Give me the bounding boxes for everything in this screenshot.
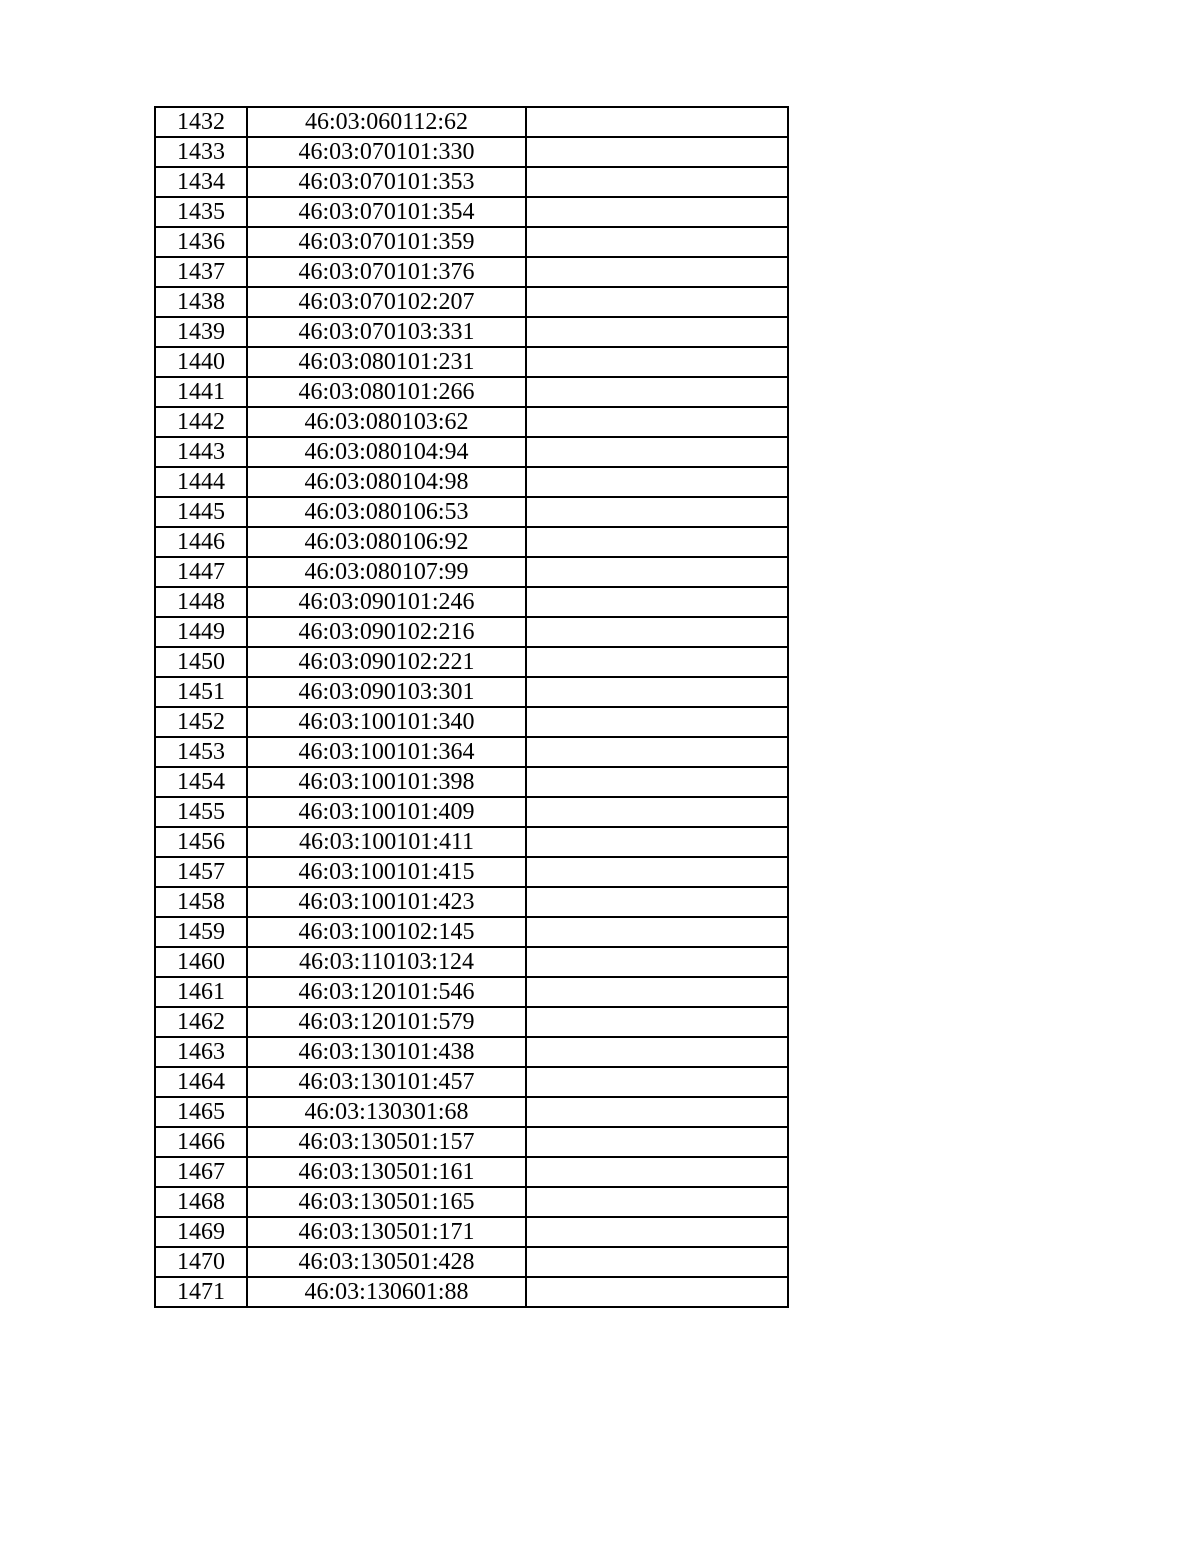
table-row [155, 167, 788, 197]
table-row [155, 347, 788, 377]
cadastral-number-cell: 46:03:120101:546 [247, 977, 526, 1007]
row-number-cell: 1434 [155, 167, 247, 197]
cadastral-number-cell: 46:03:130501:171 [247, 1217, 526, 1247]
table-row [155, 1097, 788, 1127]
table-row [155, 617, 788, 647]
cadastral-number-cell: 46:03:130501:428 [247, 1247, 526, 1277]
table-row [155, 1217, 788, 1247]
table-row [155, 527, 788, 557]
cadastral-number-cell: 46:03:080107:99 [247, 557, 526, 587]
note-cell [526, 1247, 788, 1277]
note-cell [526, 617, 788, 647]
note-cell [526, 797, 788, 827]
cadastral-number-cell: 46:03:070101:354 [247, 197, 526, 227]
note-cell [526, 227, 788, 257]
cadastral-number-cell: 46:03:110103:124 [247, 947, 526, 977]
table-row [155, 287, 788, 317]
row-number-cell: 1439 [155, 317, 247, 347]
table-row [155, 677, 788, 707]
cadastral-number-cell: 46:03:100101:423 [247, 887, 526, 917]
row-number-cell: 1460 [155, 947, 247, 977]
cadastral-number-cell: 46:03:070101:376 [247, 257, 526, 287]
cadastral-number-cell: 46:03:130101:457 [247, 1067, 526, 1097]
cadastral-number-cell: 46:03:080106:92 [247, 527, 526, 557]
note-cell [526, 287, 788, 317]
cadastral-number-cell: 46:03:130501:157 [247, 1127, 526, 1157]
table-row [155, 1037, 788, 1067]
note-cell [526, 1217, 788, 1247]
row-number-cell: 1453 [155, 737, 247, 767]
table-row [155, 107, 788, 137]
table-row [155, 647, 788, 677]
row-number-cell: 1463 [155, 1037, 247, 1067]
cadastral-number-cell: 46:03:070101:359 [247, 227, 526, 257]
row-number-cell: 1465 [155, 1097, 247, 1127]
cadastral-number-cell: 46:03:100101:411 [247, 827, 526, 857]
cadastral-number-cell: 46:03:100101:340 [247, 707, 526, 737]
row-number-cell: 1449 [155, 617, 247, 647]
row-number-cell: 1452 [155, 707, 247, 737]
table-row [155, 1247, 788, 1277]
table-row [155, 317, 788, 347]
note-cell [526, 107, 788, 137]
note-cell [526, 737, 788, 767]
cadastral-number-cell: 46:03:070102:207 [247, 287, 526, 317]
note-cell [526, 407, 788, 437]
table-row [155, 497, 788, 527]
row-number-cell: 1451 [155, 677, 247, 707]
table-row [155, 947, 788, 977]
table-row [155, 257, 788, 287]
row-number-cell: 1436 [155, 227, 247, 257]
table-row [155, 917, 788, 947]
row-number-cell: 1444 [155, 467, 247, 497]
table-body [155, 107, 788, 1307]
row-number-cell: 1433 [155, 137, 247, 167]
cadastral-number-cell: 46:03:070101:330 [247, 137, 526, 167]
cadastral-number-cell: 46:03:100101:415 [247, 857, 526, 887]
table-row [155, 977, 788, 1007]
table-row [155, 137, 788, 167]
note-cell [526, 1097, 788, 1127]
table-row [155, 827, 788, 857]
note-cell [526, 257, 788, 287]
cadastral-table [154, 106, 789, 1308]
table-row [155, 377, 788, 407]
note-cell [526, 707, 788, 737]
note-cell [526, 1187, 788, 1217]
row-number-cell: 1454 [155, 767, 247, 797]
note-cell [526, 1067, 788, 1097]
note-cell [526, 1157, 788, 1187]
cadastral-number-cell: 46:03:130101:438 [247, 1037, 526, 1067]
note-cell [526, 557, 788, 587]
row-number-cell: 1462 [155, 1007, 247, 1037]
row-number-cell: 1457 [155, 857, 247, 887]
note-cell [526, 827, 788, 857]
row-number-cell: 1459 [155, 917, 247, 947]
table-row [155, 1277, 788, 1307]
cadastral-number-cell: 46:03:070103:331 [247, 317, 526, 347]
note-cell [526, 137, 788, 167]
table-row [155, 707, 788, 737]
note-cell [526, 587, 788, 617]
row-number-cell: 1455 [155, 797, 247, 827]
cadastral-number-cell: 46:03:130301:68 [247, 1097, 526, 1127]
cadastral-number-cell: 46:03:130601:88 [247, 1277, 526, 1307]
row-number-cell: 1438 [155, 287, 247, 317]
cadastral-number-cell: 46:03:100101:364 [247, 737, 526, 767]
row-number-cell: 1445 [155, 497, 247, 527]
cadastral-number-cell: 46:03:080104:98 [247, 467, 526, 497]
cadastral-number-cell: 46:03:100101:398 [247, 767, 526, 797]
table-row [155, 887, 788, 917]
cadastral-number-cell: 46:03:080106:53 [247, 497, 526, 527]
note-cell [526, 1037, 788, 1067]
row-number-cell: 1441 [155, 377, 247, 407]
row-number-cell: 1432 [155, 107, 247, 137]
cadastral-number-cell: 46:03:100101:409 [247, 797, 526, 827]
row-number-cell: 1448 [155, 587, 247, 617]
note-cell [526, 1127, 788, 1157]
note-cell [526, 677, 788, 707]
row-number-cell: 1464 [155, 1067, 247, 1097]
table-row [155, 227, 788, 257]
table-row [155, 737, 788, 767]
note-cell [526, 377, 788, 407]
cadastral-number-cell: 46:03:090101:246 [247, 587, 526, 617]
row-number-cell: 1471 [155, 1277, 247, 1307]
row-number-cell: 1442 [155, 407, 247, 437]
cadastral-number-cell: 46:03:080104:94 [247, 437, 526, 467]
table-row [155, 437, 788, 467]
note-cell [526, 857, 788, 887]
table-row [155, 587, 788, 617]
table-row [155, 857, 788, 887]
row-number-cell: 1437 [155, 257, 247, 287]
cadastral-number-cell: 46:03:130501:165 [247, 1187, 526, 1217]
row-number-cell: 1447 [155, 557, 247, 587]
table-row [155, 1157, 788, 1187]
table-row [155, 197, 788, 227]
table-row [155, 797, 788, 827]
note-cell [526, 437, 788, 467]
note-cell [526, 467, 788, 497]
cadastral-number-cell: 46:03:090102:216 [247, 617, 526, 647]
row-number-cell: 1470 [155, 1247, 247, 1277]
note-cell [526, 767, 788, 797]
table-row [155, 1067, 788, 1097]
row-number-cell: 1469 [155, 1217, 247, 1247]
row-number-cell: 1435 [155, 197, 247, 227]
row-number-cell: 1467 [155, 1157, 247, 1187]
cadastral-number-cell: 46:03:090102:221 [247, 647, 526, 677]
note-cell [526, 977, 788, 1007]
table-row [155, 767, 788, 797]
row-number-cell: 1466 [155, 1127, 247, 1157]
note-cell [526, 1007, 788, 1037]
cadastral-number-cell: 46:03:060112:62 [247, 107, 526, 137]
note-cell [526, 347, 788, 377]
cadastral-number-cell: 46:03:070101:353 [247, 167, 526, 197]
note-cell [526, 317, 788, 347]
table-row [155, 557, 788, 587]
row-number-cell: 1461 [155, 977, 247, 1007]
cadastral-number-cell: 46:03:080103:62 [247, 407, 526, 437]
note-cell [526, 947, 788, 977]
note-cell [526, 197, 788, 227]
table-row [155, 1127, 788, 1157]
note-cell [526, 917, 788, 947]
row-number-cell: 1446 [155, 527, 247, 557]
row-number-cell: 1440 [155, 347, 247, 377]
cadastral-number-cell: 46:03:090103:301 [247, 677, 526, 707]
row-number-cell: 1450 [155, 647, 247, 677]
row-number-cell: 1456 [155, 827, 247, 857]
row-number-cell: 1443 [155, 437, 247, 467]
table-row [155, 1007, 788, 1037]
cadastral-number-cell: 46:03:130501:161 [247, 1157, 526, 1187]
table-row [155, 1187, 788, 1217]
cadastral-number-cell: 46:03:080101:266 [247, 377, 526, 407]
note-cell [526, 497, 788, 527]
note-cell [526, 527, 788, 557]
cadastral-number-cell: 46:03:080101:231 [247, 347, 526, 377]
note-cell [526, 167, 788, 197]
note-cell [526, 1277, 788, 1307]
cadastral-number-cell: 46:03:120101:579 [247, 1007, 526, 1037]
cadastral-number-cell: 46:03:100102:145 [247, 917, 526, 947]
row-number-cell: 1458 [155, 887, 247, 917]
row-number-cell: 1468 [155, 1187, 247, 1217]
note-cell [526, 647, 788, 677]
table-row [155, 407, 788, 437]
table-row [155, 467, 788, 497]
note-cell [526, 887, 788, 917]
